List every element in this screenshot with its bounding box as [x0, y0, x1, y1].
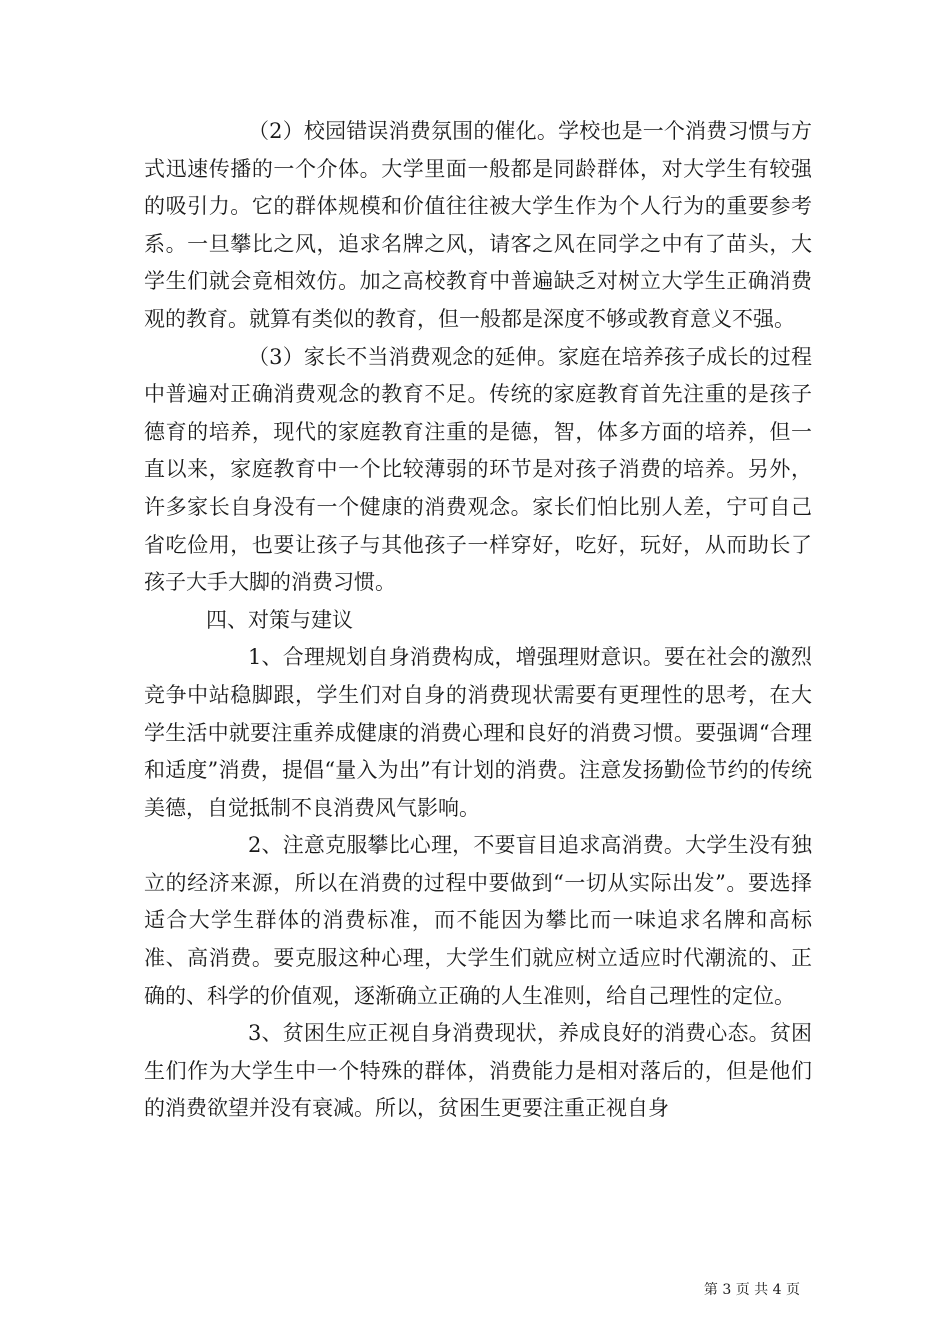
page-body — [144, 113, 812, 1128]
paragraph-item-2: 2、注意克服攀比心理，不要盲目追求高消费。大学生没有独立的经济来源，所以在消费的过程中要做到“一切从实际出发”。要选择适合大学生群体的消费标准，而不能因为攀比而一味追求名牌和高标准、高消费。要克服这种心理，大学生们就应树立适应时代潮流的、正确的、科学的价值观，逐渐确立正确的人生准则，给自己理性的定位。 — [144, 833, 812, 1008]
page-footer: 第 3 页 共 4 页 — [703, 1282, 800, 1298]
paragraph-campus-atmosphere: （2）校园错误消费氛围的催化。学校也是一个消费习惯与方式迅速传播的一个介体。大学里面一般都是同龄群体，对大学生有较强的吸引力。它的群体规模和价值往往被大学生作为个人行为的重要参考系。一旦攀比之风，追求名牌之风，请客之风在同学之中有了苗头，大学生们就会竟相效仿。加之高校教育中普遍缺乏对树立大学生正确消费观的教育。就算有类似的教育，但一般都是深度不够或教育意义不强。 — [144, 119, 812, 331]
paragraph-parent-influence: （3）家长不当消费观念的延伸。家庭在培养孩子成长的过程中普遍对正确消费观念的教育不足。传统的家庭教育首先注重的是孩子德育的培养，现代的家庭教育注重的是德，智，体多方面的培养，但一直以来，家庭教育中一个比较薄弱的环节是对孩子消费的培养。另外，许多家长自身没有一个健康的消费观念。家长们怕比别人差，宁可自己省吃俭用，也要让孩子与其他孩子一样穿好，吃好，玩好，从而助长了孩子大手大脚的消费习惯。 — [144, 344, 812, 595]
paragraph-item-3: 3、贫困生应正视自身消费现状，养成良好的消费心态。贫困生们作为大学生中一个特殊的群体，消费能力是相对落后的，但是他们的消费欲望并没有衰减。所以，贫困生更要注重正视自身 — [144, 1021, 812, 1121]
section-heading-countermeasures: 四、对策与建议 — [206, 607, 353, 632]
paragraph-item-1: 1、合理规划自身消费构成，增强理财意识。要在社会的激烈竞争中站稳脚跟，学生们对自身的消费现状需要有更理性的思考，在大学生活中就要注重养成健康的消费心理和良好的消费习惯。要强调“合理和适度”消费，提倡“量入为出”有计划的消费。注意发扬勤俭节约的传统美德，自觉抵制不良消费风气影响。 — [144, 645, 812, 820]
